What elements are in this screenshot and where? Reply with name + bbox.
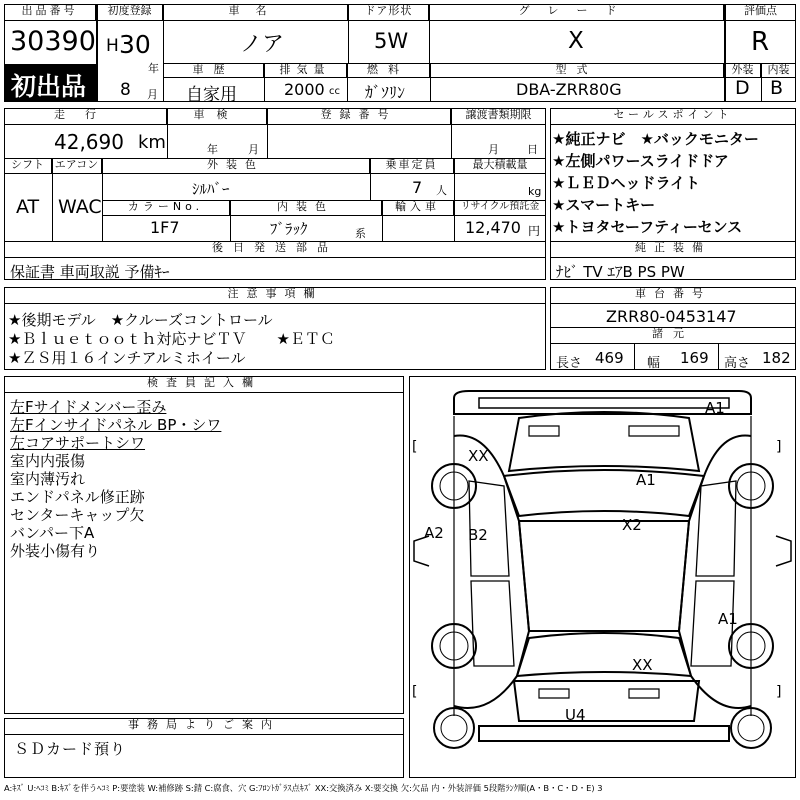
inspector-label: 検査員記入欄 [4,376,404,393]
divider [264,63,265,102]
divider [761,63,762,102]
color-no: 1F7 [150,218,180,237]
fuel-label: 燃料 [347,63,430,78]
damage-mark: A1 [705,399,725,417]
divider [430,63,431,102]
eval-score: R [751,27,770,57]
sales-item: ★純正ナビ ★バックモニター [552,130,759,148]
eval-label: 評価点 [725,4,796,21]
year: 30 [119,30,151,59]
inspection-label: 車検 [167,108,267,125]
genuine-equipment: ﾅﾋﾞ TV ｴｱB PS PW [556,263,685,281]
aircon: WAC [58,196,102,218]
damage-mark: A1 [636,471,656,489]
first-reg-label: 初度登録 [97,4,163,21]
transfer-month-unit: 月 [488,143,499,156]
month: 8 [120,80,131,100]
later-parts-label: 後日発送部品 [4,241,546,258]
divider [347,63,348,102]
int-color-label: 内装色 [230,200,382,216]
bracket-mark: [ [412,439,418,455]
int-color-suffix: 系 [355,227,366,240]
divider [370,158,371,200]
dims-label: 諸元 [550,327,796,344]
door: 5W [374,29,409,53]
inspector-line: バンパー下A [10,524,95,542]
damage-mark: A1 [718,610,738,628]
inspector-line: エンドパネル修正跡 [10,488,145,506]
aircon-label: エアコン [52,158,102,174]
car-name-label: 車名 [164,4,348,21]
length-label: 長さ [556,356,583,371]
length: 469 [595,349,624,367]
height: 182 [762,349,791,367]
car-name: ノア [240,32,285,57]
divider [52,158,53,241]
office-label: 事務局よりご案内 [4,718,404,735]
genuine-label: 純正装備 [550,241,796,258]
note-line: ★Ｂｌｕｅｔｏｏｔｈ対応ナビＴＶ ★ＥＴＣ [8,330,335,348]
fuel: ｶﾞｿﾘﾝ [365,83,406,102]
height-label: 高さ [724,356,751,371]
ext-color-label: 外装色 [102,158,370,174]
inspector-line: 左Fインサイドパネル BP・シワ [10,416,222,434]
sales-item: ★ＬＥＤヘッドライト [552,174,700,192]
ext-color: ｼﾙﾊﾞｰ [192,180,230,198]
displacement-unit: cc [329,86,340,97]
inspector-line: 室内薄汚れ [10,470,86,488]
note-line: ★後期モデル ★クルーズコントロール [8,311,273,329]
sales-item: ★スマートキー [552,196,656,214]
bracket-mark: ] [776,684,782,700]
era: H [106,36,119,56]
damage-mark: X2 [622,516,642,534]
divider [167,108,168,158]
inspector-line: 左コアサポートシワ [10,434,146,452]
first-listing: 初出品 [11,72,87,101]
bracket-mark: [ [412,684,418,700]
insp-year-unit: 年 [207,143,218,156]
divider [382,200,383,241]
grade-label: グレード [430,4,724,21]
chassis-number: ZRR80-0453147 [606,307,737,326]
width-label: 幅 [647,356,661,371]
capacity-unit: 人 [436,184,447,197]
inspector-line: 外装小傷有り [10,542,101,560]
plate-label: 登録番号 [267,108,451,125]
note-line: ★ＺＳ用１６インチアルミホイール [8,349,246,367]
damage-mark: A2 [424,524,444,542]
damage-mark: XX [468,447,489,465]
office-note: ＳＤカード預り [14,740,127,758]
damage-mark: B2 [468,526,488,544]
transfer-label: 譲渡書類期限 [451,108,546,125]
shift: AT [16,196,40,218]
door-label: ドア形状 [349,4,429,21]
max-load-unit: kg [528,185,542,198]
grade: X [568,28,584,54]
mileage-label: 走行 [4,108,167,125]
int-grade: B [770,77,784,99]
damage-mark: XX [632,656,653,674]
divider [267,108,268,158]
sales-label: セールスポイント [550,108,796,125]
displacement: 2000 [284,80,325,99]
lot-no: 30390 [10,26,96,57]
divider [451,108,452,158]
capacity-label: 乗車定員 [370,158,454,174]
bracket-mark: ] [776,439,782,455]
inspector-line: 室内内張傷 [10,452,86,470]
color-no-label: カラーNo. [102,200,230,216]
year-unit: 年 [148,62,159,75]
int-color: ﾌﾞﾗｯｸ [270,220,308,238]
history-label: 車歴 [164,63,264,78]
history: 自家用 [186,85,237,105]
recycle: 12,470 [465,218,521,237]
car-diagram [409,376,796,778]
recycle-unit: 円 [528,224,541,238]
sales-item: ★左側パワースライドドア [552,152,729,170]
month-unit: 月 [147,88,158,101]
lot-no-label: 出品番号 [4,4,96,21]
legend: A:ｷｽﾞ U:ﾍｺﾐ B:ｷｽﾞを伴うﾍｺﾐ P:要塗装 W:補修跡 S:錆 C:腐食、穴 G:ﾌﾛﾝﾄｶﾞﾗｽ点ｷｽﾞ XX:交換済み X:要交換 欠:欠品 内・外装評価 5段階ﾗﾝｸ順(A・B・C・D・E) 3 [4,783,603,793]
shift-label: シフト [4,158,52,174]
insp-month-unit: 月 [248,143,259,156]
inspector-line: センターキャップ欠 [10,506,145,524]
notes-label: 注意事項欄 [4,287,546,304]
max-load-label: 最大積載量 [454,158,546,174]
capacity: 7 [412,178,423,197]
exterior-label: 外装 [725,63,761,78]
transfer-day-unit: 日 [527,143,538,156]
sales-item: ★トヨタセーフティーセンス [552,218,743,236]
inspector-line: 左Fサイドメンバー歪み [10,398,167,416]
later-parts: 保証書 車両取説 予備ｷｰ [10,263,170,281]
model: DBA-ZRR80G [516,80,622,99]
mileage: 42,690 [54,130,124,154]
damage-mark: U4 [565,706,586,724]
displacement-label: 排気量 [264,63,347,78]
mileage-unit: km [138,132,166,153]
divider [718,344,719,370]
divider [634,344,635,370]
ext-grade: D [735,77,750,99]
divider [230,200,231,241]
import-label: 輸入車 [382,200,454,216]
recycle-label: リサイクル預託金 [454,200,546,216]
interior-label: 内装 [761,63,796,78]
model-label: 型式 [430,63,724,78]
width: 169 [680,349,709,367]
chassis-label: 車台番号 [550,287,796,304]
